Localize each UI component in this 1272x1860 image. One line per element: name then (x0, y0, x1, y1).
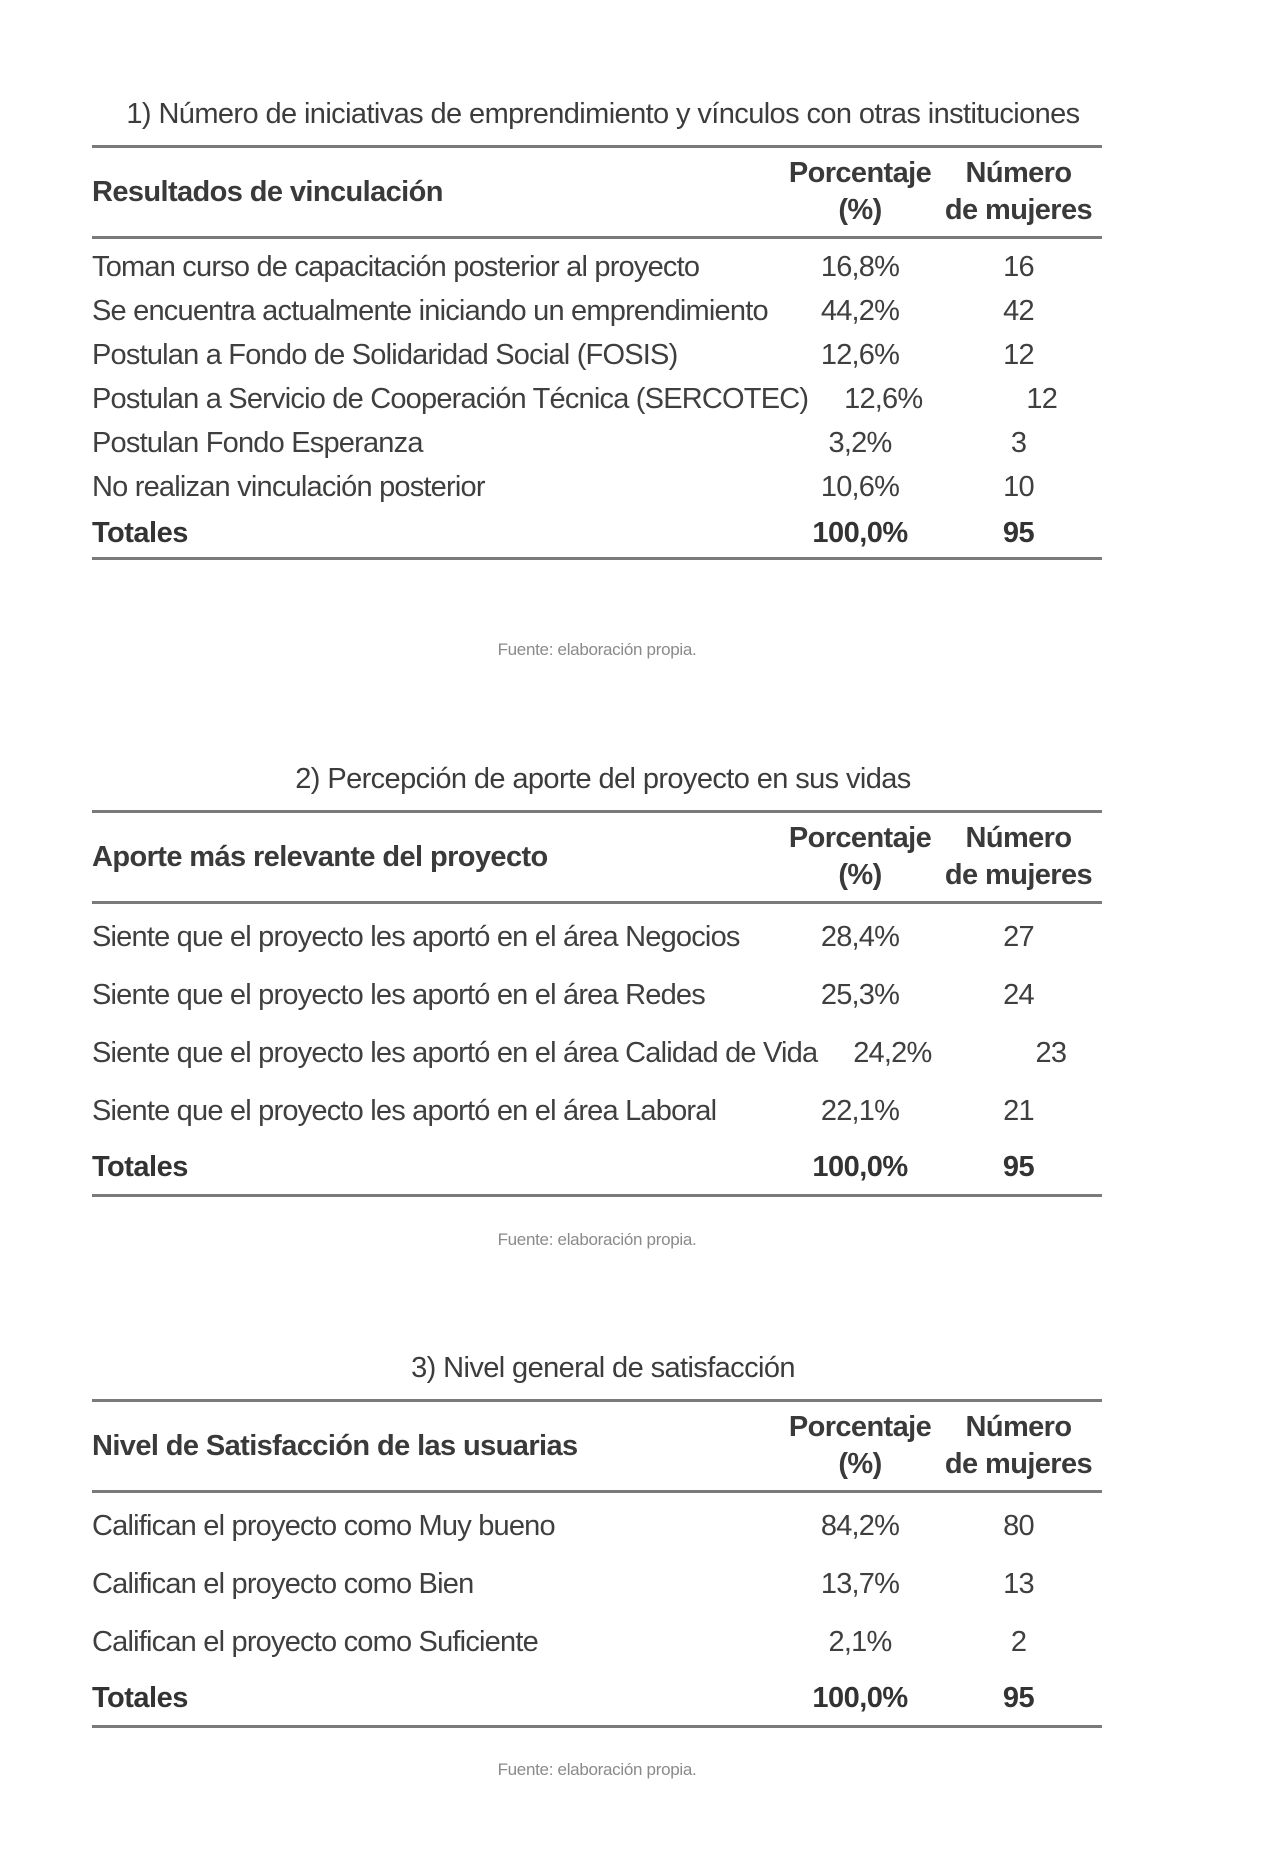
row-pct: 16,8% (820, 250, 900, 283)
row-label: Se encuentra actualmente iniciando un emprendimiento (92, 294, 768, 327)
table-row (92, 908, 1102, 966)
table-1-header-pct (785, 155, 935, 229)
table-3 (92, 1399, 1102, 1728)
row-pct: 24,2% (853, 1036, 932, 1069)
table-1-header-label: Resultados de vinculación (92, 175, 443, 208)
header-num-line1: Número (965, 157, 1072, 189)
table-3-header-num (935, 1409, 1102, 1483)
row-num: 10 (1003, 470, 1034, 503)
row-pct: 12,6% (820, 338, 900, 371)
total-num: 95 (1002, 516, 1035, 549)
row-num: 12 (1003, 338, 1034, 371)
table-3-header (92, 1402, 1102, 1493)
table-row (92, 1613, 1102, 1671)
table-row (92, 966, 1102, 1024)
row-num: 24 (1003, 978, 1034, 1011)
total-label: Totales (92, 516, 188, 549)
table-2-header (92, 813, 1102, 904)
row-label: Califican el proyecto como Muy bueno (92, 1509, 555, 1542)
table-row (92, 1497, 1102, 1555)
table-row (92, 1555, 1102, 1613)
table-3-header-label: Nivel de Satisfacción de las usuarias (92, 1429, 578, 1462)
table-1-header (92, 148, 1102, 239)
header-pct-line1: Porcentaje (788, 822, 932, 854)
row-num: 12 (1026, 382, 1058, 415)
table-row (92, 245, 1102, 289)
table-row (92, 465, 1102, 509)
row-label: Postulan a Servicio de Cooperación Técnica (SERCOTEC) (92, 382, 809, 415)
header-num-line1: Número (965, 1411, 1072, 1443)
header-pct-line2: (%) (838, 859, 882, 891)
row-label: Toman curso de capacitación posterior al proyecto (92, 250, 700, 283)
header-pct-line2: (%) (838, 1448, 882, 1480)
row-num: 16 (1003, 250, 1034, 283)
total-num: 95 (1002, 1681, 1035, 1714)
row-label: Siente que el proyecto les aportó en el área Redes (92, 978, 705, 1011)
table-2-title: 2) Percepción de aporte del proyecto en sus vidas (295, 763, 911, 795)
table-total-row (92, 1671, 1102, 1725)
table-2-header-label: Aporte más relevante del proyecto (92, 840, 548, 873)
table-row (92, 421, 1102, 465)
row-pct: 2,1% (828, 1625, 892, 1658)
row-label: Califican el proyecto como Bien (92, 1567, 474, 1600)
row-label: Califican el proyecto como Suficiente (92, 1625, 538, 1658)
row-pct: 44,2% (820, 294, 900, 327)
table-2-header-num (935, 820, 1102, 894)
table-3-header-pct (785, 1409, 935, 1483)
header-num-line2: de mujeres (944, 1448, 1093, 1480)
row-num: 42 (1003, 294, 1034, 327)
table-1-source: Fuente: elaboración propia. (497, 640, 697, 659)
table-row (92, 377, 1102, 421)
total-pct: 100,0% (812, 1681, 908, 1714)
total-num: 95 (1002, 1150, 1035, 1183)
row-label: No realizan vinculación posterior (92, 470, 485, 503)
header-num-line2: de mujeres (944, 194, 1093, 226)
row-num: 23 (1035, 1036, 1067, 1069)
row-num: 27 (1003, 920, 1034, 953)
table-2-header-pct (785, 820, 935, 894)
table-row (92, 333, 1102, 377)
row-label: Siente que el proyecto les aportó en el área Negocios (92, 920, 740, 953)
row-pct: 13,7% (820, 1567, 900, 1600)
header-pct-line1: Porcentaje (788, 157, 932, 189)
row-pct: 84,2% (820, 1509, 900, 1542)
row-pct: 28,4% (820, 920, 900, 953)
table-3-block (92, 1352, 1102, 1728)
row-num: 21 (1003, 1094, 1034, 1127)
header-pct-line2: (%) (838, 194, 882, 226)
table-2-block (92, 763, 1102, 1197)
table-1-block (92, 98, 1102, 560)
table-total-row (92, 509, 1102, 557)
total-pct: 100,0% (812, 1150, 908, 1183)
total-pct: 100,0% (812, 516, 908, 549)
row-num: 3 (1010, 426, 1027, 459)
table-row (92, 1024, 1102, 1082)
table-row (92, 1082, 1102, 1140)
row-pct: 12,6% (844, 382, 923, 415)
row-label: Siente que el proyecto les aportó en el área Laboral (92, 1094, 717, 1127)
row-pct: 10,6% (820, 470, 900, 503)
row-num: 80 (1003, 1509, 1034, 1542)
row-pct: 25,3% (820, 978, 900, 1011)
row-label: Siente que el proyecto les aportó en el área Calidad de Vida (92, 1036, 818, 1069)
row-label: Postulan Fondo Esperanza (92, 426, 423, 459)
table-1-title: 1) Número de iniciativas de emprendimiento y vínculos con otras instituciones (126, 98, 1080, 130)
table-1-header-num (935, 155, 1102, 229)
header-num-line1: Número (965, 822, 1072, 854)
table-2 (92, 810, 1102, 1197)
header-num-line2: de mujeres (944, 859, 1093, 891)
row-num: 2 (1010, 1625, 1027, 1658)
row-pct: 22,1% (820, 1094, 900, 1127)
header-pct-line1: Porcentaje (788, 1411, 932, 1443)
table-row (92, 289, 1102, 333)
row-pct: 3,2% (828, 426, 892, 459)
row-label: Postulan a Fondo de Solidaridad Social (FOSIS) (92, 338, 678, 371)
total-label: Totales (92, 1681, 188, 1714)
row-num: 13 (1003, 1567, 1034, 1600)
table-1 (92, 145, 1102, 560)
table-total-row (92, 1140, 1102, 1194)
total-label: Totales (92, 1150, 188, 1183)
table-3-source: Fuente: elaboración propia. (497, 1760, 697, 1779)
table-3-title: 3) Nivel general de satisfacción (411, 1352, 795, 1384)
table-2-source: Fuente: elaboración propia. (497, 1230, 697, 1249)
